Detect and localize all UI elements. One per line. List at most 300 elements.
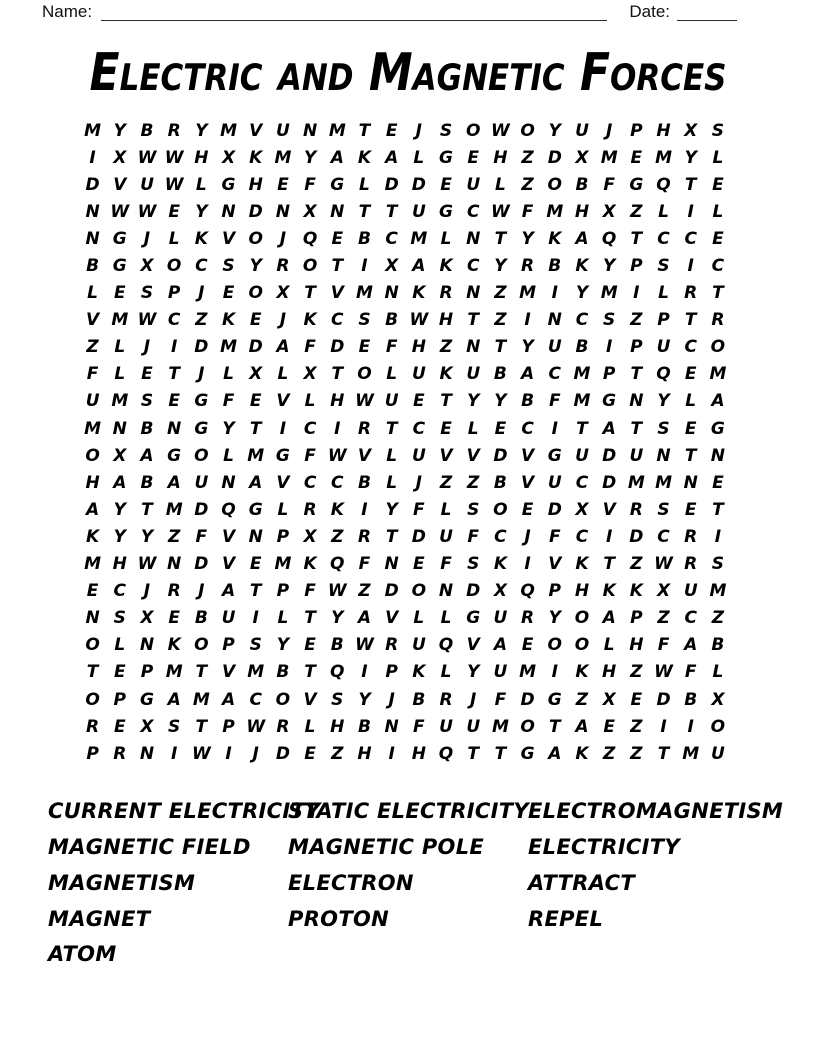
grid-letter: W [246,716,266,737]
grid-letter: F [222,391,235,412]
grid-letter: B [194,608,208,629]
grid-letter: K [575,256,589,277]
grid-letter: Q [438,743,454,764]
grid-letter: H [574,581,590,602]
grid-letter: U [575,445,589,466]
grid-letter: E [630,147,643,168]
grid-letter: L [603,635,615,656]
grid-letter: G [194,391,209,412]
grid-letter: U [439,526,453,547]
grid-letter: W [110,201,130,222]
grid-letter: P [630,256,643,277]
grid-letter: F [358,554,371,575]
grid-letter: E [684,418,697,439]
grid-letter: Z [167,526,181,547]
grid-letter: T [684,445,697,466]
grid-letter: D [493,445,508,466]
grid-letter: I [551,662,558,683]
grid-letter: G [466,608,481,629]
grid-letter: B [575,174,589,195]
grid-letter: F [467,526,480,547]
grid-letter: J [252,743,259,764]
grid-letter: F [304,581,316,602]
grid-letter: Z [439,337,453,358]
grid-letter: U [466,716,481,737]
grid-letter: T [358,201,371,222]
grid-letter: L [168,228,180,249]
grid-letter: B [493,364,507,385]
grid-letter: N [683,472,698,493]
grid-letter: W [654,662,673,683]
grid-letter: H [330,716,345,737]
grid-letter: J [198,283,205,304]
grid-letter: P [167,283,181,304]
grid-letter: M [274,554,292,575]
grid-letter: R [439,283,453,304]
grid-letter: E [684,499,697,520]
grid-letter: Z [575,689,589,710]
name-underline [101,6,607,21]
grid-letter: D [330,337,345,358]
grid-letter: M [165,662,183,683]
grid-letter: B [86,256,100,277]
grid-letter: A [602,418,616,439]
grid-letter: E [494,418,507,439]
grid-letter: V [357,445,372,466]
grid-letter: U [411,635,426,656]
grid-letter: C [657,526,670,547]
grid-letter: X [575,147,589,168]
grid-letter: I [89,147,96,168]
grid-letter: D [656,689,671,710]
grid-letter: M [709,364,727,385]
grid-letter: K [303,554,317,575]
grid-letter: D [194,337,209,358]
grid-letter: V [466,445,480,466]
grid-letter: B [140,418,154,439]
grid-letter: D [194,554,209,575]
grid-letter: B [330,635,344,656]
grid-letter: L [440,662,452,683]
grid-letter: M [84,418,102,439]
grid-letter: A [113,472,127,493]
grid-letter: Y [195,201,208,222]
grid-letter: S [168,716,181,737]
grid-letter: O [520,120,535,141]
grid-letter: Y [548,120,561,141]
grid-letter: Z [630,743,643,764]
grid-letter: S [467,554,480,575]
grid-letter: E [603,716,615,737]
grid-letter: X [656,581,671,602]
word-bank [48,793,788,972]
grid-letter: B [357,472,371,493]
grid-letter: L [494,174,506,195]
grid-letter: W [137,147,157,168]
grid-letter: B [140,472,154,493]
grid-letter: B [357,228,371,249]
grid-letter: K [357,147,372,168]
grid-letter: P [276,526,290,547]
grid-letter: O [574,635,590,656]
grid-letter: Y [113,120,126,141]
grid-letter: M [573,391,591,412]
grid-letter: J [605,120,613,141]
grid-letter: D [384,174,399,195]
grid-letter: J [388,689,395,710]
grid-letter: E [304,743,316,764]
grid-letter: I [551,418,558,439]
grid-letter: T [440,391,452,412]
grid-letter: U [466,174,481,195]
grid-letter: N [221,201,236,222]
grid-letter: M [192,689,210,710]
grid-letter: S [711,554,725,575]
grid-letter: F [304,445,316,466]
grid-letter: U [547,472,562,493]
grid-letter: L [277,364,289,385]
grid-letter: L [114,337,126,358]
grid-letter: G [275,445,290,466]
grid-letter: E [712,174,724,195]
grid-letter: G [629,174,644,195]
grid-letter: M [600,283,618,304]
grid-letter: G [167,445,182,466]
letter-grid [79,117,732,767]
grid-letter: N [221,472,236,493]
grid-letter: I [660,716,667,737]
grid-letter: W [327,445,347,466]
grid-letter: K [493,554,507,575]
grid-letter: A [167,689,181,710]
grid-letter: W [327,581,347,602]
grid-letter: N [302,120,318,141]
grid-letter: P [630,337,643,358]
grid-letter: L [712,147,724,168]
grid-letter: B [385,310,399,331]
grid-letter: U [439,716,453,737]
grid-letter: L [87,283,99,304]
grid-letter: X [221,147,236,168]
grid-letter: R [521,608,535,629]
name-date-header [0,0,816,21]
grid-letter: G [710,418,725,439]
grid-letter: O [85,689,100,710]
grid-letter: L [304,391,316,412]
grid-letter: T [86,662,99,683]
grid-letter: C [466,256,480,277]
grid-letter: Z [521,174,534,195]
grid-letter: A [575,228,589,249]
grid-letter: R [303,499,317,520]
grid-letter: Q [656,174,671,195]
grid-letter: Z [494,310,507,331]
grid-letter: Z [630,310,643,331]
grid-letter: Z [711,608,725,629]
grid-letter: Q [302,228,318,249]
grid-letter: R [711,310,725,331]
grid-letter: G [439,147,454,168]
grid-letter: U [629,445,644,466]
grid-letter: C [548,364,562,385]
grid-letter: O [411,581,427,602]
grid-letter: T [331,256,344,277]
grid-letter: Y [195,120,208,141]
grid-letter: Q [656,364,671,385]
grid-letter: C [684,228,697,249]
grid-letter: N [85,228,100,249]
grid-letter: D [248,337,263,358]
grid-letter: T [603,554,615,575]
grid-letter: O [194,445,209,466]
grid-letter: Y [140,526,154,547]
grid-letter: Y [358,689,371,710]
grid-letter: E [86,581,99,602]
worksheet-title: Electric and Magnetic Forces [89,42,727,103]
grid-letter: B [276,662,290,683]
grid-letter: C [113,581,127,602]
grid-letter: R [86,716,100,737]
grid-letter: G [194,418,209,439]
grid-letter: Z [331,743,344,764]
grid-letter: U [711,743,725,764]
grid-letter: E [249,554,262,575]
grid-letter: K [221,310,236,331]
word-bank-item: MAGNETIC FIELD [48,834,251,859]
grid-letter: D [248,201,263,222]
date-underline [677,6,737,21]
grid-letter: M [519,283,537,304]
grid-letter: L [440,228,452,249]
grid-letter: S [222,256,235,277]
grid-letter: S [140,391,154,412]
grid-letter: H [602,662,617,683]
grid-letter: J [143,337,151,358]
grid-letter: Y [303,147,317,168]
grid-letter: Z [86,337,99,358]
grid-letter: P [222,635,235,656]
grid-letter: M [709,581,727,602]
name-label: Name: [42,2,93,21]
grid-letter: J [198,581,205,602]
grid-letter: T [630,418,643,439]
grid-letter: Z [602,743,616,764]
grid-letter: J [198,364,205,385]
grid-letter: T [168,364,180,385]
grid-letter: X [385,256,399,277]
grid-letter: I [714,526,722,547]
grid-letter: K [439,256,453,277]
grid-letter: Q [221,499,236,520]
grid-letter: I [170,337,178,358]
grid-letter: C [466,201,480,222]
grid-letter: P [385,662,398,683]
grid-letter: B [684,689,698,710]
grid-letter: O [248,228,263,249]
grid-letter: B [711,635,725,656]
grid-letter: T [494,743,507,764]
grid-letter: L [712,662,724,683]
grid-letter: F [521,201,534,222]
grid-letter: E [385,120,398,141]
grid-letter: B [575,337,589,358]
grid-letter: S [113,608,126,629]
grid-letter: K [412,283,426,304]
grid-letter: O [574,608,590,629]
grid-letter: R [167,581,181,602]
grid-letter: E [413,554,425,575]
grid-letter: C [331,472,344,493]
grid-letter: L [195,174,207,195]
grid-letter: G [330,174,345,195]
grid-letter: Y [548,608,561,629]
grid-letter: A [167,472,181,493]
grid-letter: C [575,472,589,493]
grid-letter: X [602,201,616,222]
grid-letter: F [494,689,507,710]
grid-letter: W [191,743,211,764]
grid-letter: T [385,418,398,439]
grid-letter: G [602,391,617,412]
grid-letter: G [221,174,236,195]
grid-letter: E [113,716,126,737]
grid-letter: T [467,743,480,764]
grid-letter: A [575,716,589,737]
grid-letter: M [274,147,292,168]
grid-letter: T [494,337,507,358]
grid-letter: L [386,472,398,493]
grid-letter: T [385,201,398,222]
grid-letter: N [656,445,671,466]
grid-letter: F [413,716,425,737]
word-bank-item: PROTON [288,906,389,931]
grid-letter: V [548,554,562,575]
grid-letter: V [276,472,290,493]
grid-letter: Z [467,472,480,493]
grid-letter: M [519,662,537,683]
grid-letter: C [575,526,589,547]
grid-letter: M [627,472,645,493]
grid-letter: M [84,554,102,575]
grid-letter: K [249,147,263,168]
grid-letter: O [465,120,481,141]
grid-letter: I [388,743,395,764]
grid-letter: V [86,310,100,331]
grid-letter: U [276,120,290,141]
grid-letter: W [654,554,673,575]
grid-letter: O [547,174,562,195]
grid-letter: E [467,147,480,168]
grid-letter: T [195,716,208,737]
grid-letter: I [633,283,640,304]
grid-letter: O [357,364,372,385]
grid-letter: W [491,120,510,141]
grid-letter: V [221,228,236,249]
grid-letter: G [248,499,263,520]
grid-letter: O [166,256,182,277]
grid-letter: Y [603,256,616,277]
grid-letter: N [139,635,155,656]
grid-letter: W [355,391,374,412]
grid-letter: E [440,174,452,195]
grid-letter: A [221,581,236,602]
grid-letter: C [167,310,181,331]
grid-letter: V [521,472,535,493]
grid-letter: R [521,256,535,277]
grid-letter: E [113,283,126,304]
grid-letter: X [113,445,127,466]
grid-letter: V [276,391,290,412]
grid-letter: L [386,364,398,385]
grid-letter: L [277,608,289,629]
grid-letter: H [411,337,426,358]
grid-letter: D [547,499,562,520]
grid-letter: I [225,743,232,764]
grid-letter: B [412,689,426,710]
grid-letter: Y [467,662,480,683]
grid-letter: T [195,662,208,683]
grid-letter: S [249,635,262,656]
grid-letter: I [551,283,558,304]
grid-letter: E [113,662,126,683]
grid-letter: U [221,608,236,629]
grid-letter: P [602,364,616,385]
grid-letter: N [629,391,644,412]
grid-letter: D [411,174,426,195]
grid-letter: Y [494,391,507,412]
grid-letter: P [86,743,99,764]
grid-letter: F [440,554,452,575]
grid-letter: L [386,445,398,466]
grid-letter: T [548,716,561,737]
grid-letter: N [466,228,481,249]
grid-letter: M [220,120,237,141]
grid-letter: R [439,689,453,710]
grid-letter: Y [113,499,126,520]
grid-letter: A [276,337,290,358]
grid-letter: O [520,716,535,737]
grid-letter: L [223,445,234,466]
grid-letter: X [140,256,154,277]
grid-letter: I [605,526,613,547]
grid-letter: Y [657,391,670,412]
grid-letter: X [493,581,507,602]
grid-letter: U [411,445,426,466]
grid-letter: X [276,283,290,304]
grid-letter: B [548,256,562,277]
grid-letter: W [164,147,184,168]
grid-letter: Y [575,283,589,304]
grid-letter: X [303,201,317,222]
word-bank-item: ATTRACT [528,870,635,895]
grid-letter: P [276,581,290,602]
grid-letter: F [548,526,561,547]
grid-letter: Z [630,662,643,683]
grid-letter: N [167,554,182,575]
grid-letter: C [385,228,398,249]
grid-letter: L [440,608,452,629]
grid-letter: V [439,445,453,466]
grid-letter: A [684,635,698,656]
grid-letter: U [140,174,154,195]
grid-letter: O [194,635,209,656]
grid-letter: T [630,364,643,385]
word-bank-item: CURRENT ELECTRICITY [48,799,321,824]
grid-letter: L [304,716,316,737]
grid-letter: R [684,554,698,575]
grid-letter: M [573,364,591,385]
word-bank-item: REPEL [528,906,604,931]
